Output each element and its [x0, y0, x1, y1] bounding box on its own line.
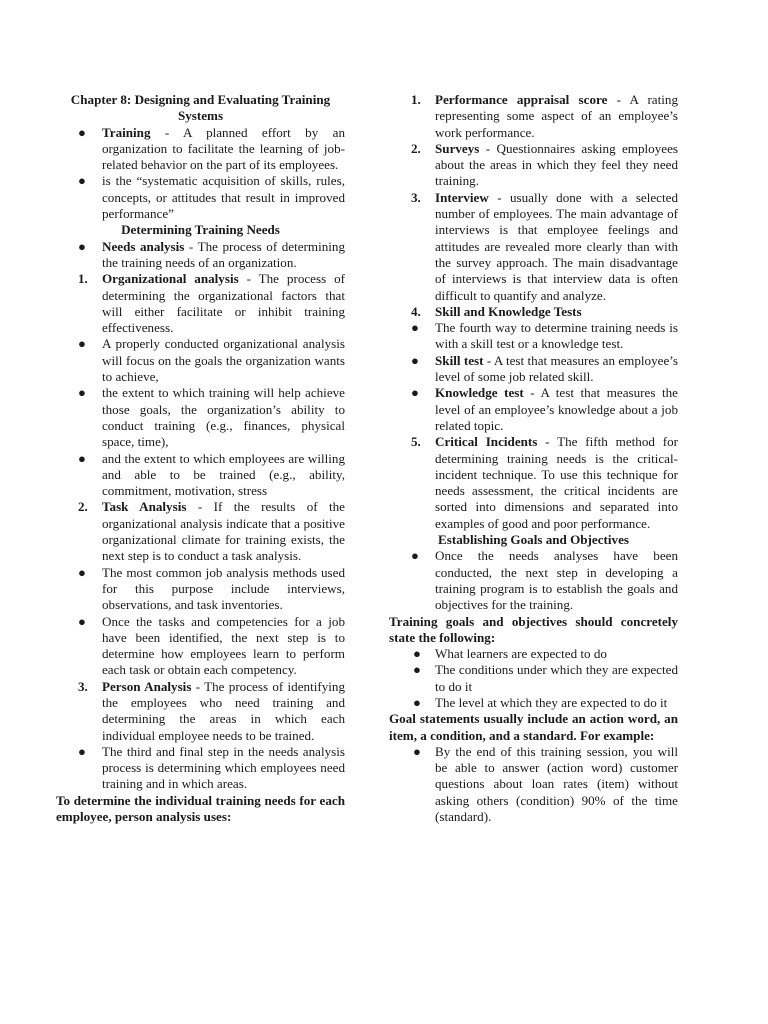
- bullet-item: [389, 744, 678, 825]
- item-text: The fourth way to determine training needs is with a skill test or a knowledge test.: [435, 320, 678, 352]
- bullet-item: [389, 646, 678, 662]
- item-text: A properly conducted organizational analysis will focus on the goals the organization wants to achieve,: [102, 336, 345, 385]
- bold-paragraph: To determine the individual training needs for each employee, person analysis uses:: [56, 792, 345, 825]
- bullet-icon: ●: [78, 336, 86, 352]
- bullet-icon: ●: [78, 613, 86, 629]
- bullet-item: [389, 662, 678, 695]
- right-content: [389, 92, 678, 825]
- bullet-item: [389, 548, 678, 613]
- item-term: Person Analysis: [102, 678, 192, 694]
- bullet-icon: ●: [78, 238, 86, 254]
- bullet-item: [56, 336, 345, 385]
- item-text: and the extent to which employees are willing and able to be trained (e.g., ability, commitment, motivation, stress: [102, 450, 345, 499]
- left-content: [56, 125, 345, 826]
- bullet-icon: ●: [411, 385, 419, 401]
- bullet-icon: ●: [411, 320, 419, 336]
- item-number: 1.: [411, 92, 421, 107]
- bullet-icon: ●: [78, 173, 86, 189]
- item-term: Surveys: [435, 140, 480, 156]
- item-number: 5.: [411, 434, 421, 450]
- bullet-icon: ●: [413, 646, 421, 662]
- item-text: - Questionnaires asking employees about the areas in which they feel they need training.: [435, 140, 678, 189]
- numbered-item: [389, 190, 678, 304]
- item-term: Performance appraisal score: [435, 92, 608, 107]
- item-term: Training: [102, 124, 151, 140]
- item-term: Interview: [435, 189, 489, 205]
- chapter-title: Chapter 8: Designing and Evaluating Training Systems: [70, 92, 331, 124]
- bullet-item: [56, 125, 345, 174]
- item-term: Task Analysis: [102, 499, 187, 515]
- bullet-icon: ●: [413, 743, 421, 759]
- item-number: 3.: [78, 678, 88, 694]
- item-term: Organizational analysis: [102, 271, 239, 287]
- bullet-item: [56, 173, 345, 222]
- section-heading: Determining Training Needs: [121, 222, 280, 238]
- bullet-icon: ●: [413, 694, 421, 710]
- item-text: - The process of determining the organizational factors that will either facilitate or inhibit training effectiveness.: [102, 271, 345, 336]
- bullet-item: [56, 239, 345, 272]
- item-text: - usually done with a selected number of employees. The main advantage of interviews is that employee feelings and attitudes are revealed more clearly than with the survey approach. The main disadvantage of interviews is that interview data is often difficult to quantify and analyze.: [435, 189, 678, 303]
- item-term: Knowledge test: [435, 385, 524, 401]
- bullet-item: [56, 744, 345, 793]
- bullet-item: [56, 565, 345, 614]
- numbered-item: [389, 304, 678, 320]
- item-number: 2.: [411, 140, 421, 156]
- item-text: The third and final step in the needs analysis process is determining which employees need training and in which areas.: [102, 743, 345, 792]
- item-text: - The process of determining the training needs of an organization.: [102, 238, 345, 270]
- right-column: [389, 92, 678, 825]
- bullet-icon: ●: [413, 662, 421, 678]
- item-number: 2.: [78, 499, 88, 515]
- item-text: The most common job analysis methods used for this purpose include interviews, observations, and task inventories.: [102, 564, 345, 613]
- item-text: - A test that measures the level of an employee’s knowledge about a job related topic.: [435, 385, 678, 433]
- numbered-item: [56, 679, 345, 744]
- numbered-item: [389, 434, 678, 532]
- item-text: What learners are expected to do: [435, 646, 607, 662]
- item-number: 4.: [411, 303, 421, 319]
- item-term: Needs analysis: [102, 238, 185, 254]
- left-column: [56, 92, 345, 825]
- bullet-item: [56, 451, 345, 500]
- bullet-item: [389, 353, 678, 386]
- bold-paragraph: Training goals and objectives should concretely state the following:: [389, 613, 678, 645]
- item-text: The conditions under which they are expected to do it: [435, 662, 678, 694]
- item-text: - A planned effort by an organization to facilitate the learning of job-related behavior on the part of its employees.: [102, 124, 345, 173]
- item-text: - A rating representing some aspect of an employee’s work performance.: [435, 92, 678, 140]
- bullet-item: [56, 614, 345, 679]
- item-text: - If the results of the organizational analysis indicate that a positive organizational climate for training exists, the next step is to conduct a task analysis.: [102, 499, 345, 564]
- item-text: is the “systematic acquisition of skills, rules, concepts, or attitudes that result in improved performance”: [102, 173, 345, 222]
- bullet-icon: ●: [78, 450, 86, 466]
- bullet-icon: ●: [78, 743, 86, 759]
- bullet-item: [56, 385, 345, 450]
- item-text: Once the tasks and competencies for a job have been identified, the next step is to determine how employees learn to perform each task or obtain each competency.: [102, 613, 345, 678]
- item-term: Skill test: [435, 352, 484, 368]
- item-term: Critical Incidents: [435, 434, 538, 450]
- bullet-item: [389, 695, 678, 711]
- bullet-icon: ●: [78, 385, 86, 401]
- section-heading: Establishing Goals and Objectives: [438, 532, 629, 548]
- bullet-icon: ●: [78, 124, 86, 140]
- numbered-item: [389, 141, 678, 190]
- bullet-item: [389, 385, 678, 434]
- bold-paragraph: Goal statements usually include an action word, an item, a condition, and a standard. For example:: [389, 711, 678, 743]
- item-text: The level at which they are expected to do it: [435, 694, 668, 710]
- numbered-item: [389, 92, 678, 141]
- bullet-icon: ●: [411, 352, 419, 368]
- numbered-item: [56, 271, 345, 336]
- item-number: 1.: [78, 271, 88, 287]
- item-text: the extent to which training will help achieve those goals, the organization’s ability to conduct training (e.g., finances, physical space, time),: [102, 385, 345, 450]
- numbered-item: [56, 499, 345, 564]
- item-text: - The process of identifying the employees who need training and determining the areas in which each individual employee needs to be trained.: [102, 678, 345, 743]
- item-number: 3.: [411, 189, 421, 205]
- item-text: By the end of this training session, you will be able to answer (action word) customer questions about loan rates (item) without asking others (condition) 90% of the time (standard).: [435, 743, 678, 825]
- item-text: - The fifth method for determining training needs is the critical-incident technique. To use this technique for needs assessment, the critical incidents are sorted into dimensions and separated into examples of good and poor performance.: [435, 434, 678, 531]
- bullet-icon: ●: [78, 564, 86, 580]
- item-term: Skill and Knowledge Tests: [435, 303, 582, 319]
- bullet-icon: ●: [411, 548, 419, 564]
- bullet-item: [389, 320, 678, 353]
- item-text: - A test that measures an employee’s level of some job related skill.: [435, 352, 678, 385]
- item-text: Once the needs analyses have been conducted, the next step in developing a training program is to establish the goals and objectives for the training.: [435, 548, 678, 613]
